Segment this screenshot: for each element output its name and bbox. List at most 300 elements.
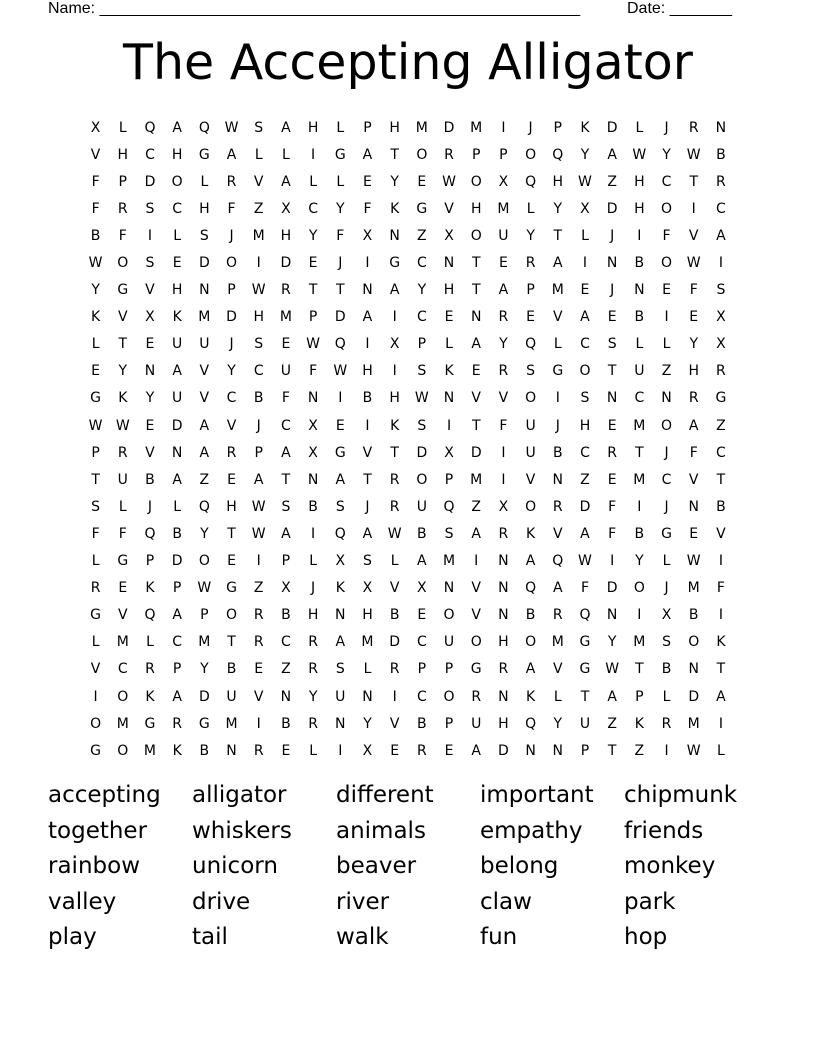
grid-letter: A [172,363,182,380]
grid-letter: A [253,471,264,488]
grid-letter: B [634,255,645,272]
grid-letter: A [525,553,536,570]
grid-letter: K [118,390,128,407]
grid-letter: X [281,200,291,217]
grid-letter: Y [91,282,100,299]
grid-letter: N [443,390,455,407]
grid-letter: N [470,309,482,326]
grid-letter: E [662,282,671,299]
grid-letter: A [471,336,481,353]
grid-letter: O [171,173,183,190]
grid-letter: F [608,498,617,515]
grid-letter: E [227,471,236,488]
grid-letter: U [172,390,183,407]
grid-letter: G [470,661,482,678]
grid-letter: D [606,580,618,597]
grid-letter: G [715,390,727,407]
grid-letter: Y [308,688,318,705]
grid-letter: K [145,580,155,597]
grid-letter: Q [144,607,156,624]
grid-letter: P [118,173,127,190]
grid-letter: R [607,444,618,461]
grid-letter: W [632,146,647,163]
grid-letter: M [442,553,456,570]
grid-letter: N [634,282,645,299]
grid-letter: R [716,173,726,190]
grid-letter: V [498,390,509,407]
grid-letter: R [525,255,536,272]
grid-letter: V [117,309,128,326]
grid-letter: A [389,282,400,299]
grid-letter: W [686,553,701,570]
grid-letter: I [147,227,153,244]
grid-letter: S [417,417,427,434]
grid-letter: P [526,282,535,299]
grid-letter: N [525,742,536,759]
grid-letter: M [633,417,646,434]
grid-letter: B [417,715,427,732]
grid-letter: X [308,417,318,434]
grid-letter: U [172,336,183,353]
grid-letter: J [229,227,234,244]
grid-letter: Y [227,363,236,380]
grid-letter: M [415,119,428,136]
grid-letter: S [607,336,617,353]
grid-letter: X [580,200,590,217]
grid-letter: G [198,715,210,732]
grid-letter: Y [118,363,128,380]
grid-letter: D [198,255,210,272]
grid-letter: N [498,580,509,597]
grid-letter: V [389,580,400,597]
grid-letter: O [443,688,455,705]
grid-letter: Z [253,200,264,217]
grid-letter: P [444,661,454,678]
grid-letter: C [661,471,672,488]
grid-letter: R [688,119,699,136]
grid-letter: I [474,553,479,570]
grid-letter: E [281,742,291,759]
grid-letter: L [390,553,399,570]
grid-letter: Z [661,363,672,380]
grid-letter: E [118,580,128,597]
grid-letter: L [91,634,100,651]
grid-letter: D [171,417,183,434]
grid-letter: H [226,498,237,515]
grid-letter: N [688,661,699,678]
grid-letter: K [390,417,400,434]
grid-letter: A [552,255,563,272]
grid-letter: Q [525,336,537,353]
grid-letter: H [307,607,319,624]
grid-letter: I [93,688,98,705]
grid-letter: Q [334,525,346,542]
grid-letter: B [308,498,318,515]
grid-letter: N [144,363,156,380]
grid-letter: R [308,715,318,732]
grid-letter: R [253,607,264,624]
grid-letter: V [688,471,699,488]
grid-letter: D [144,173,156,190]
grid-letter: Y [553,200,563,217]
grid-letter: V [552,661,563,678]
grid-letter: N [498,688,509,705]
grid-letter: O [661,417,673,434]
grid-letter: N [443,580,455,597]
word-list [48,778,768,956]
grid-letter: N [335,607,346,624]
grid-letter: N [443,255,455,272]
grid-letter: M [633,471,646,488]
grid-letter: S [335,661,345,678]
grid-letter: G [416,200,428,217]
grid-letter: X [716,336,726,353]
grid-letter: E [308,255,318,272]
grid-letter: X [145,309,155,326]
grid-letter: B [716,498,726,515]
grid-letter: A [172,688,182,705]
grid-letter: S [662,634,671,651]
grid-letter: N [362,688,373,705]
grid-letter: R [416,742,427,759]
grid-letter: V [525,471,536,488]
grid-letter: H [362,607,373,624]
grid-letter: A [362,146,373,163]
grid-letter: Y [635,553,644,570]
grid-letter: F [580,580,589,597]
grid-letter: A [607,688,617,705]
grid-letter: M [470,119,483,136]
grid-letter: U [443,634,455,651]
grid-letter: V [199,390,210,407]
grid-letter: H [389,390,400,407]
grid-letter: B [199,742,210,759]
grid-letter: W [251,498,266,515]
grid-letter: X [417,580,427,597]
grid-letter: R [661,715,672,732]
grid-letter: F [608,525,617,542]
grid-letter: R [253,742,264,759]
grid-letter: Z [716,417,726,434]
grid-letter: E [91,363,101,380]
grid-letter: P [635,688,644,705]
grid-letter: X [661,607,672,624]
grid-letter: K [145,688,155,705]
grid-letter: G [117,282,129,299]
letter-grid [82,114,735,764]
grid-letter: I [718,255,723,272]
grid-letter: V [389,715,400,732]
grid-letter: R [226,444,237,461]
grid-letter: H [634,173,645,190]
grid-letter: K [526,688,536,705]
grid-letter: O [117,742,129,759]
grid-letter: F [309,363,318,380]
grid-letter: B [389,607,400,624]
grid-letter: P [417,661,427,678]
grid-letter: I [365,336,370,353]
grid-letter: G [552,363,564,380]
grid-letter: H [253,309,264,326]
grid-letter: V [145,444,155,461]
grid-letter: C [172,634,183,651]
grid-letter: G [579,634,591,651]
grid-letter: R [498,661,509,678]
word-list-item: fun [480,924,518,951]
grid-letter: I [311,525,316,542]
grid-letter: Y [580,146,590,163]
grid-letter: H [552,173,564,190]
grid-letter: D [226,309,237,326]
grid-letter: Q [552,553,564,570]
grid-letter: X [90,119,101,136]
word-list-item: accepting [48,782,161,808]
grid-letter: L [635,336,644,353]
grid-letter: F [118,525,127,542]
grid-letter: N [552,471,564,488]
word-list-item: alligator [192,782,287,808]
grid-letter: J [528,119,533,136]
grid-letter: H [634,200,645,217]
grid-letter: R [389,471,400,488]
grid-letter: W [387,525,402,542]
grid-letter: L [581,227,589,244]
grid-letter: I [501,471,506,488]
grid-letter: Y [363,715,372,732]
grid-letter: R [498,525,509,542]
grid-letter: W [605,661,620,678]
grid-letter: K [91,309,101,326]
grid-letter: D [198,688,210,705]
grid-letter: B [417,525,427,542]
grid-letter: B [90,227,101,244]
grid-letter: S [444,525,454,542]
grid-letter: Q [144,525,156,542]
grid-letter: R [172,715,183,732]
grid-letter: U [226,688,237,705]
grid-letter: J [664,444,669,461]
grid-letter: I [392,309,397,326]
word-list-item: hop [624,924,668,951]
grid-letter: R [226,173,237,190]
grid-letter: I [691,200,696,217]
grid-letter: C [253,363,264,380]
grid-letter: X [498,498,509,515]
grid-letter: J [664,580,669,597]
grid-letter: L [173,227,182,244]
grid-letter: X [362,742,373,759]
grid-letter: H [362,363,373,380]
grid-letter: V [226,417,237,434]
grid-letter: J [664,498,669,515]
grid-letter: E [607,471,617,488]
grid-letter: W [197,580,212,597]
grid-letter: Z [607,715,617,732]
grid-letter: P [172,661,182,678]
grid-letter: O [525,390,537,407]
grid-letter: X [362,580,373,597]
grid-letter: J [311,580,316,597]
grid-letter: R [498,309,509,326]
word-list-item: whiskers [192,817,292,844]
grid-letter: O [470,634,482,651]
grid-letter: T [91,471,100,488]
word-list-item: tail [192,924,228,951]
grid-letter: N [606,607,618,624]
grid-letter: P [91,444,100,461]
grid-letter: T [118,336,128,353]
grid-letter: T [363,471,372,488]
grid-letter: V [90,146,101,163]
grid-letter: Q [334,336,346,353]
grid-letter: L [363,661,372,678]
grid-letter: B [634,525,645,542]
grid-letter: O [579,363,591,380]
grid-letter: M [116,634,129,651]
grid-letter: I [365,417,370,434]
grid-letter: M [198,634,211,651]
grid-letter: D [389,634,401,651]
grid-letter: I [392,688,397,705]
grid-letter: G [90,742,102,759]
grid-letter: R [444,146,454,163]
grid-letter: A [281,173,291,190]
grid-letter: H [579,417,591,434]
grid-letter: G [579,661,591,678]
grid-letter: B [253,390,264,407]
grid-letter: O [198,553,210,570]
grid-letter: D [443,119,455,136]
grid-letter: S [91,498,101,515]
grid-letter: H [171,282,183,299]
grid-letter: R [716,363,726,380]
grid-letter: A [525,661,536,678]
grid-letter: P [444,715,454,732]
grid-letter: G [144,715,156,732]
grid-letter: Y [553,715,563,732]
grid-letter: T [607,742,617,759]
grid-letter: K [716,634,726,651]
grid-letter: C [226,390,237,407]
grid-letter: J [555,417,560,434]
grid-letter: N [661,390,672,407]
grid-letter: D [606,119,618,136]
grid-letter: X [281,580,291,597]
grid-letter: M [225,715,238,732]
grid-letter: P [227,282,236,299]
grid-letter: T [471,282,481,299]
grid-letter: S [145,255,155,272]
grid-letter: T [553,227,563,244]
grid-letter: P [281,553,291,570]
grid-letter: B [552,444,563,461]
grid-letter: S [145,200,155,217]
grid-letter: E [417,173,427,190]
grid-letter: R [308,661,318,678]
grid-letter: N [552,742,564,759]
grid-letter: Z [199,471,210,488]
header [48,0,748,20]
grid-letter: Y [417,282,427,299]
grid-letter: K [580,119,590,136]
grid-letter: E [498,255,508,272]
grid-letter: H [443,282,455,299]
word-list-item: monkey [624,853,716,880]
grid-letter: I [664,742,669,759]
grid-letter: S [580,390,590,407]
grid-letter: A [580,309,590,326]
grid-letter: R [498,363,509,380]
grid-letter: H [389,119,400,136]
grid-letter: N [280,688,292,705]
grid-letter: V [253,688,264,705]
grid-letter: X [498,173,509,190]
grid-letter: Y [499,336,508,353]
grid-letter: N [307,390,319,407]
grid-letter: L [282,146,290,163]
grid-letter: Y [308,227,318,244]
grid-letter: A [172,471,182,488]
grid-letter: I [501,119,506,136]
grid-letter: P [172,580,182,597]
grid-letter: A [417,553,427,570]
grid-letter: V [471,580,481,597]
grid-letter: M [252,227,265,244]
grid-letter: M [279,309,292,326]
name-field-label: Name: ______________________________________________________ [48,0,581,17]
grid-letter: E [526,309,536,326]
grid-letter: G [117,553,129,570]
grid-letter: T [635,661,644,678]
grid-letter: C [580,444,590,461]
grid-letter: B [362,390,373,407]
grid-letter: A [281,119,291,136]
grid-letter: I [446,417,452,434]
grid-letter: F [662,227,671,244]
grid-letter: V [716,525,726,542]
grid-letter: V [552,525,563,542]
grid-letter: F [118,227,127,244]
grid-letter: N [335,715,346,732]
grid-letter: P [363,119,372,136]
grid-letter: L [717,742,725,759]
grid-letter: S [335,498,345,515]
grid-letter: K [444,363,454,380]
grid-letter: A [281,444,291,461]
grid-letter: E [335,417,345,434]
grid-letter: A [335,634,346,651]
grid-letter: C [716,444,726,461]
grid-letter: I [718,607,723,624]
grid-letter: E [444,742,454,759]
grid-letter: L [146,634,154,651]
grid-letter: Y [689,336,698,353]
page-title: The Accepting Alligator [123,34,693,91]
grid-letter: I [637,498,642,515]
word-list-item: different [336,782,434,808]
grid-letter: W [88,417,103,434]
grid-letter: V [471,607,481,624]
grid-letter: I [582,255,588,272]
grid-letter: R [90,580,101,597]
grid-letter: C [716,200,726,217]
grid-letter: J [610,227,615,244]
grid-letter: S [199,227,209,244]
grid-letter: Z [471,498,482,515]
grid-letter: F [91,200,100,217]
grid-letter: G [198,146,210,163]
grid-letter: Y [662,146,671,163]
